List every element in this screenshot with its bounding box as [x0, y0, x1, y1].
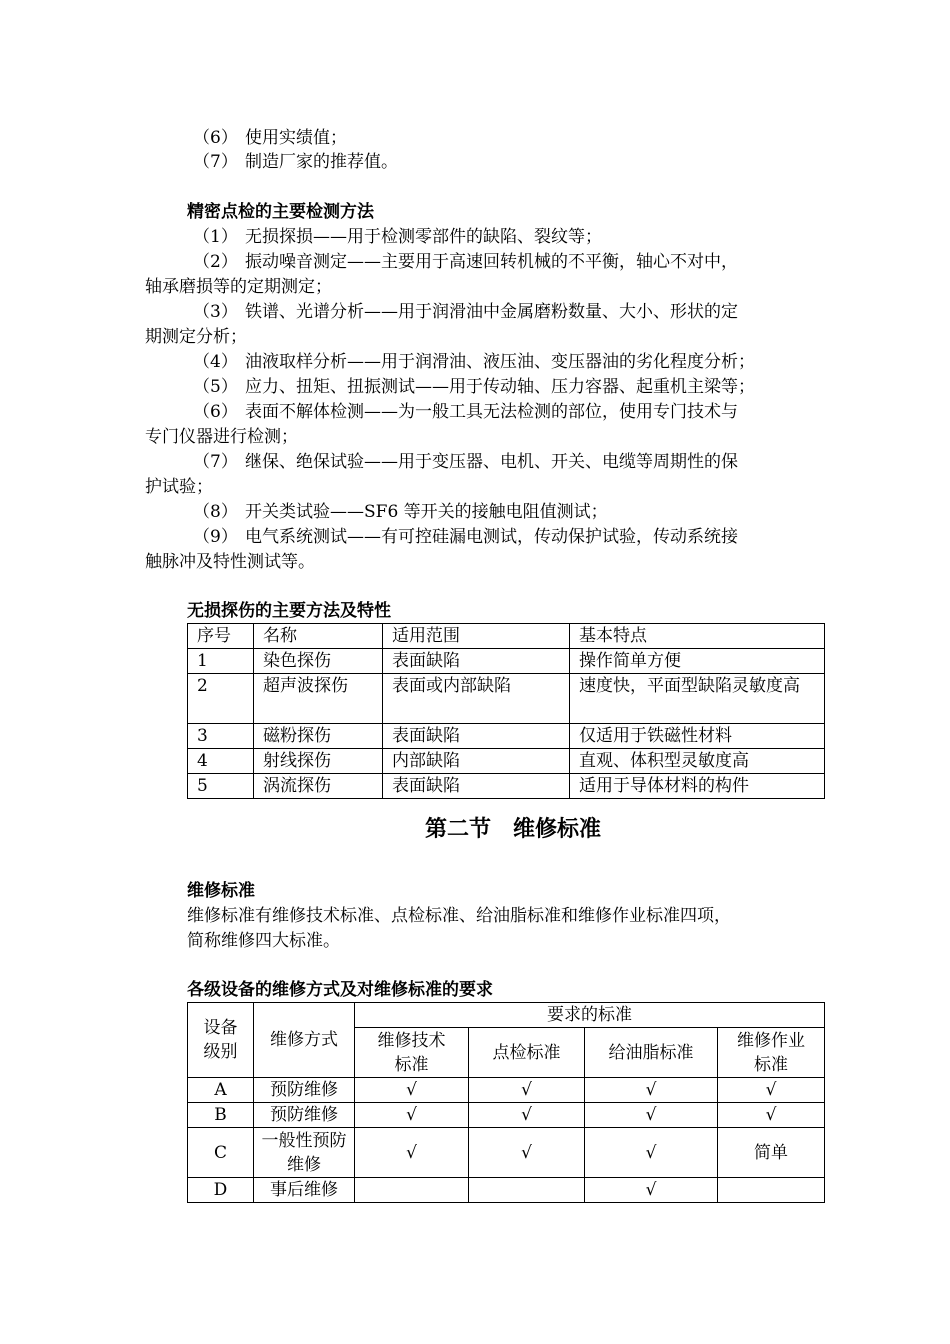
table-row: [188, 1128, 825, 1178]
cell: 表面缺陷: [383, 724, 570, 749]
table-row: [188, 649, 825, 674]
cell: √: [585, 1078, 718, 1103]
table-row: [188, 724, 825, 749]
section-heading: 精密点检的主要检测方法: [187, 202, 374, 222]
table-row: [188, 749, 825, 774]
table-header-row: [188, 1003, 825, 1028]
cell: 预防维修: [254, 1078, 355, 1103]
list-item: （5） 应力、扭矩、扭振测试——用于传动轴、压力容器、起重机主梁等；: [193, 377, 755, 397]
table-row: [188, 1103, 825, 1128]
list-item-continuation: 专门仪器进行检测；: [145, 427, 298, 447]
cell: √: [469, 1078, 585, 1103]
cell: √: [469, 1128, 585, 1178]
cell: 射线探伤: [254, 749, 383, 774]
cell: 涡流探伤: [254, 774, 383, 799]
header-cell-group: 要求的标准: [355, 1003, 825, 1028]
cell: 预防维修: [254, 1103, 355, 1128]
cell: √: [469, 1103, 585, 1128]
table-row: [188, 1178, 825, 1203]
cell: √: [585, 1103, 718, 1128]
list-item: （3） 铁谱、光谱分析——用于润滑油中金属磨粉数量、大小、形状的定: [193, 302, 738, 322]
header-cell: 名称: [254, 624, 383, 649]
list-item: （6） 表面不解体检测——为一般工具无法检测的部位，使用专门技术与: [193, 402, 738, 422]
list-item-continuation: 护试验；: [145, 477, 213, 497]
cell: 仅适用于铁磁性材料: [570, 724, 825, 749]
cell: 适用于导体材料的构件: [570, 774, 825, 799]
header-cell-level: 设备级别: [188, 1003, 254, 1078]
cell: 2: [188, 674, 254, 724]
table-caption: 无损探伤的主要方法及特性: [187, 601, 391, 621]
cell: 磁粉探伤: [254, 724, 383, 749]
list-item: （7） 制造厂家的推荐值。: [193, 152, 398, 172]
cell: [718, 1178, 825, 1203]
list-item-continuation: 期测定分析；: [145, 327, 247, 347]
cell: 1: [188, 649, 254, 674]
table-caption: 各级设备的维修方式及对维修标准的要求: [187, 980, 493, 1000]
header-cell: 适用范围: [383, 624, 570, 649]
cell: √: [355, 1128, 469, 1178]
cell: 表面缺陷: [383, 649, 570, 674]
table-row: [188, 774, 825, 799]
section-title: 第二节 维修标准: [424, 817, 601, 842]
cell: √: [718, 1103, 825, 1128]
table-header-row: [188, 624, 825, 649]
list-item-continuation: 轴承磨损等的定期测定；: [145, 277, 332, 297]
cell: C: [188, 1128, 254, 1178]
cell: [355, 1178, 469, 1203]
cell: 表面或内部缺陷: [383, 674, 570, 724]
cell: √: [355, 1078, 469, 1103]
cell: 5: [188, 774, 254, 799]
cell: [469, 1178, 585, 1203]
header-cell: 维修作业标准: [718, 1028, 825, 1078]
header-cell: 基本特点: [570, 624, 825, 649]
cell: D: [188, 1178, 254, 1203]
list-item: （2） 振动噪音测定——主要用于高速回转机械的不平衡，轴心不对中，: [193, 252, 738, 272]
cell: 表面缺陷: [383, 774, 570, 799]
cell: √: [718, 1078, 825, 1103]
cell: 简单: [718, 1128, 825, 1178]
list-item: （4） 油液取样分析——用于润滑油、液压油、变压器油的劣化程度分析；: [193, 352, 755, 372]
list-item: （6） 使用实绩值；: [193, 128, 347, 148]
cell: A: [188, 1078, 254, 1103]
list-item: （8） 开关类试验——SF6 等开关的接触电阻值测试；: [193, 502, 608, 522]
cell: 操作简单方便: [570, 649, 825, 674]
section-heading: 维修标准: [187, 881, 255, 901]
cell: 内部缺陷: [383, 749, 570, 774]
cell: 染色探伤: [254, 649, 383, 674]
list-item: （9） 电气系统测试——有可控硅漏电测试，传动保护试验，传动系统接: [193, 527, 738, 547]
list-item: （7） 继保、绝保试验——用于变压器、电机、开关、电缆等周期性的保: [193, 452, 738, 472]
header-cell: 点检标准: [469, 1028, 585, 1078]
header-cell-mode: 维修方式: [254, 1003, 355, 1078]
cell: B: [188, 1103, 254, 1128]
cell: 事后维修: [254, 1178, 355, 1203]
paragraph-line: 简称维修四大标准。: [187, 931, 340, 951]
list-item: （1） 无损探损——用于检测零部件的缺陷、裂纹等；: [193, 227, 602, 247]
cell: 直观、体积型灵敏度高: [570, 749, 825, 774]
cell: √: [355, 1103, 469, 1128]
paragraph-line: 维修标准有维修技术标准、点检标准、给油脂标准和维修作业标准四项，: [187, 906, 731, 926]
cell: √: [585, 1178, 718, 1203]
header-cell: 序号: [188, 624, 254, 649]
cell: 4: [188, 749, 254, 774]
cell: 超声波探伤: [254, 674, 383, 724]
maintenance-standards-table: [187, 1002, 825, 1203]
header-cell: 给油脂标准: [585, 1028, 718, 1078]
cell: √: [585, 1128, 718, 1178]
cell: 速度快，平面型缺陷灵敏度高: [570, 674, 825, 724]
cell: 3: [188, 724, 254, 749]
table-row: [188, 674, 825, 724]
table-row: [188, 1078, 825, 1103]
list-item-continuation: 触脉冲及特性测试等。: [145, 552, 315, 572]
cell: 一般性预防维修: [254, 1128, 355, 1178]
header-cell: 维修技术标准: [355, 1028, 469, 1078]
ndt-table: [187, 623, 825, 799]
